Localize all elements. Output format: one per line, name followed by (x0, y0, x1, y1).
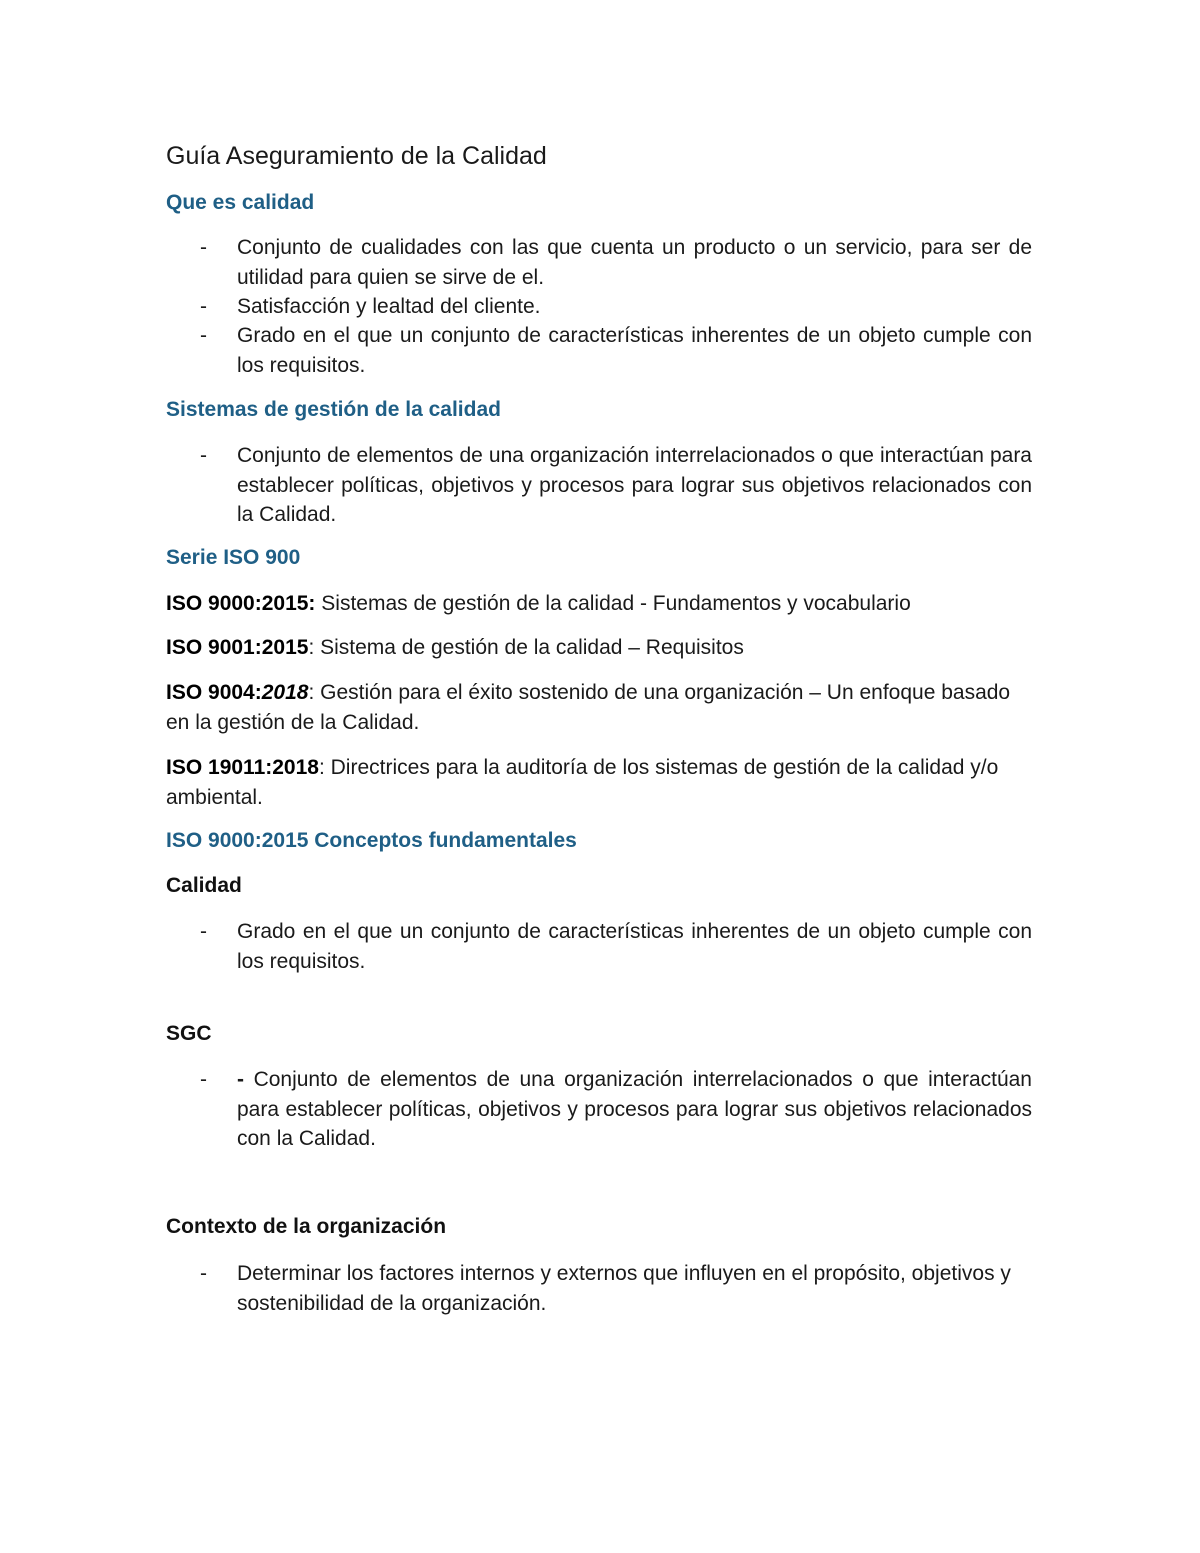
list-dash: - (200, 295, 207, 318)
iso-entry (166, 753, 1032, 812)
inline-dash: - (237, 1068, 244, 1091)
iso-description: : Directrices para la auditoría de los sistemas de gestión de la calidad y/o ambiental. (166, 756, 999, 809)
iso-description: : Sistema de gestión de la calidad – Requisitos (308, 636, 744, 659)
list-dash: - (200, 236, 207, 259)
list-dash: - (200, 444, 207, 467)
iso-entry (166, 589, 1032, 619)
list-item (166, 1065, 1032, 1154)
heading-que-es-calidad: Que es calidad (166, 191, 315, 214)
list-item-text: Grado en el que un conjunto de características inherentes de un objeto cumple con los requisitos. (237, 920, 1032, 973)
list-item-text: Conjunto de elementos de una organización interrelacionados o que interactúan para establecer políticas, objetivos y procesos para lograr sus objetivos relacionados con la Calidad. (237, 444, 1032, 526)
list-item (166, 321, 1032, 380)
list-item-text: Grado en el que un conjunto de características inherentes de un objeto cumple con los requisitos. (237, 324, 1032, 377)
list-dash: - (200, 1068, 207, 1091)
list-item-text (237, 1065, 1032, 1154)
iso-code: ISO 19011:2018 (166, 756, 319, 779)
iso-entry (166, 633, 1032, 663)
iso-code: ISO 9004: (166, 681, 262, 704)
heading-sistemas-gestion: Sistemas de gestión de la calidad (166, 398, 501, 421)
iso-entry (166, 678, 1032, 737)
iso-code-year: 2018 (261, 681, 309, 704)
list-item (166, 1259, 1032, 1318)
heading-sgc: SGC (166, 1022, 212, 1045)
list-dash: - (200, 1262, 207, 1285)
heading-serie-iso: Serie ISO 900 (166, 546, 301, 569)
iso-code: ISO 9000:2015: (166, 592, 316, 615)
heading-conceptos-fundamentales: ISO 9000:2015 Conceptos fundamentales (166, 829, 577, 852)
list-item-text: Determinar los factores internos y externos que influyen en el propósito, objetivos y sostenibilidad de la organización. (237, 1262, 1011, 1315)
list-item-text: Satisfacción y lealtad del cliente. (237, 295, 541, 318)
document-title: Guía Aseguramiento de la Calidad (166, 142, 547, 170)
heading-contexto-organizacion: Contexto de la organización (166, 1215, 447, 1238)
list-item (166, 292, 1032, 322)
list-item (166, 233, 1032, 292)
iso-description: Sistemas de gestión de la calidad - Fundamentos y vocabulario (315, 592, 911, 615)
heading-calidad: Calidad (166, 874, 242, 897)
list-dash: - (200, 324, 207, 347)
list-item-text: Conjunto de cualidades con las que cuenta un producto o un servicio, para ser de utilidad para quien se sirve de el. (237, 236, 1032, 289)
list-item (166, 441, 1032, 530)
list-item (166, 917, 1032, 976)
sgc-item-text: Conjunto de elementos de una organización interrelacionados o que interactúan para establecer políticas, objetivos y procesos para lograr sus objetivos relacionados con la Calidad. (237, 1068, 1032, 1150)
iso-description: : Gestión para el éxito sostenido de una organización – Un enfoque basado en la gestión de la Calidad. (166, 681, 1011, 734)
list-dash: - (200, 920, 207, 943)
iso-code: ISO 9001:2015 (166, 636, 309, 659)
